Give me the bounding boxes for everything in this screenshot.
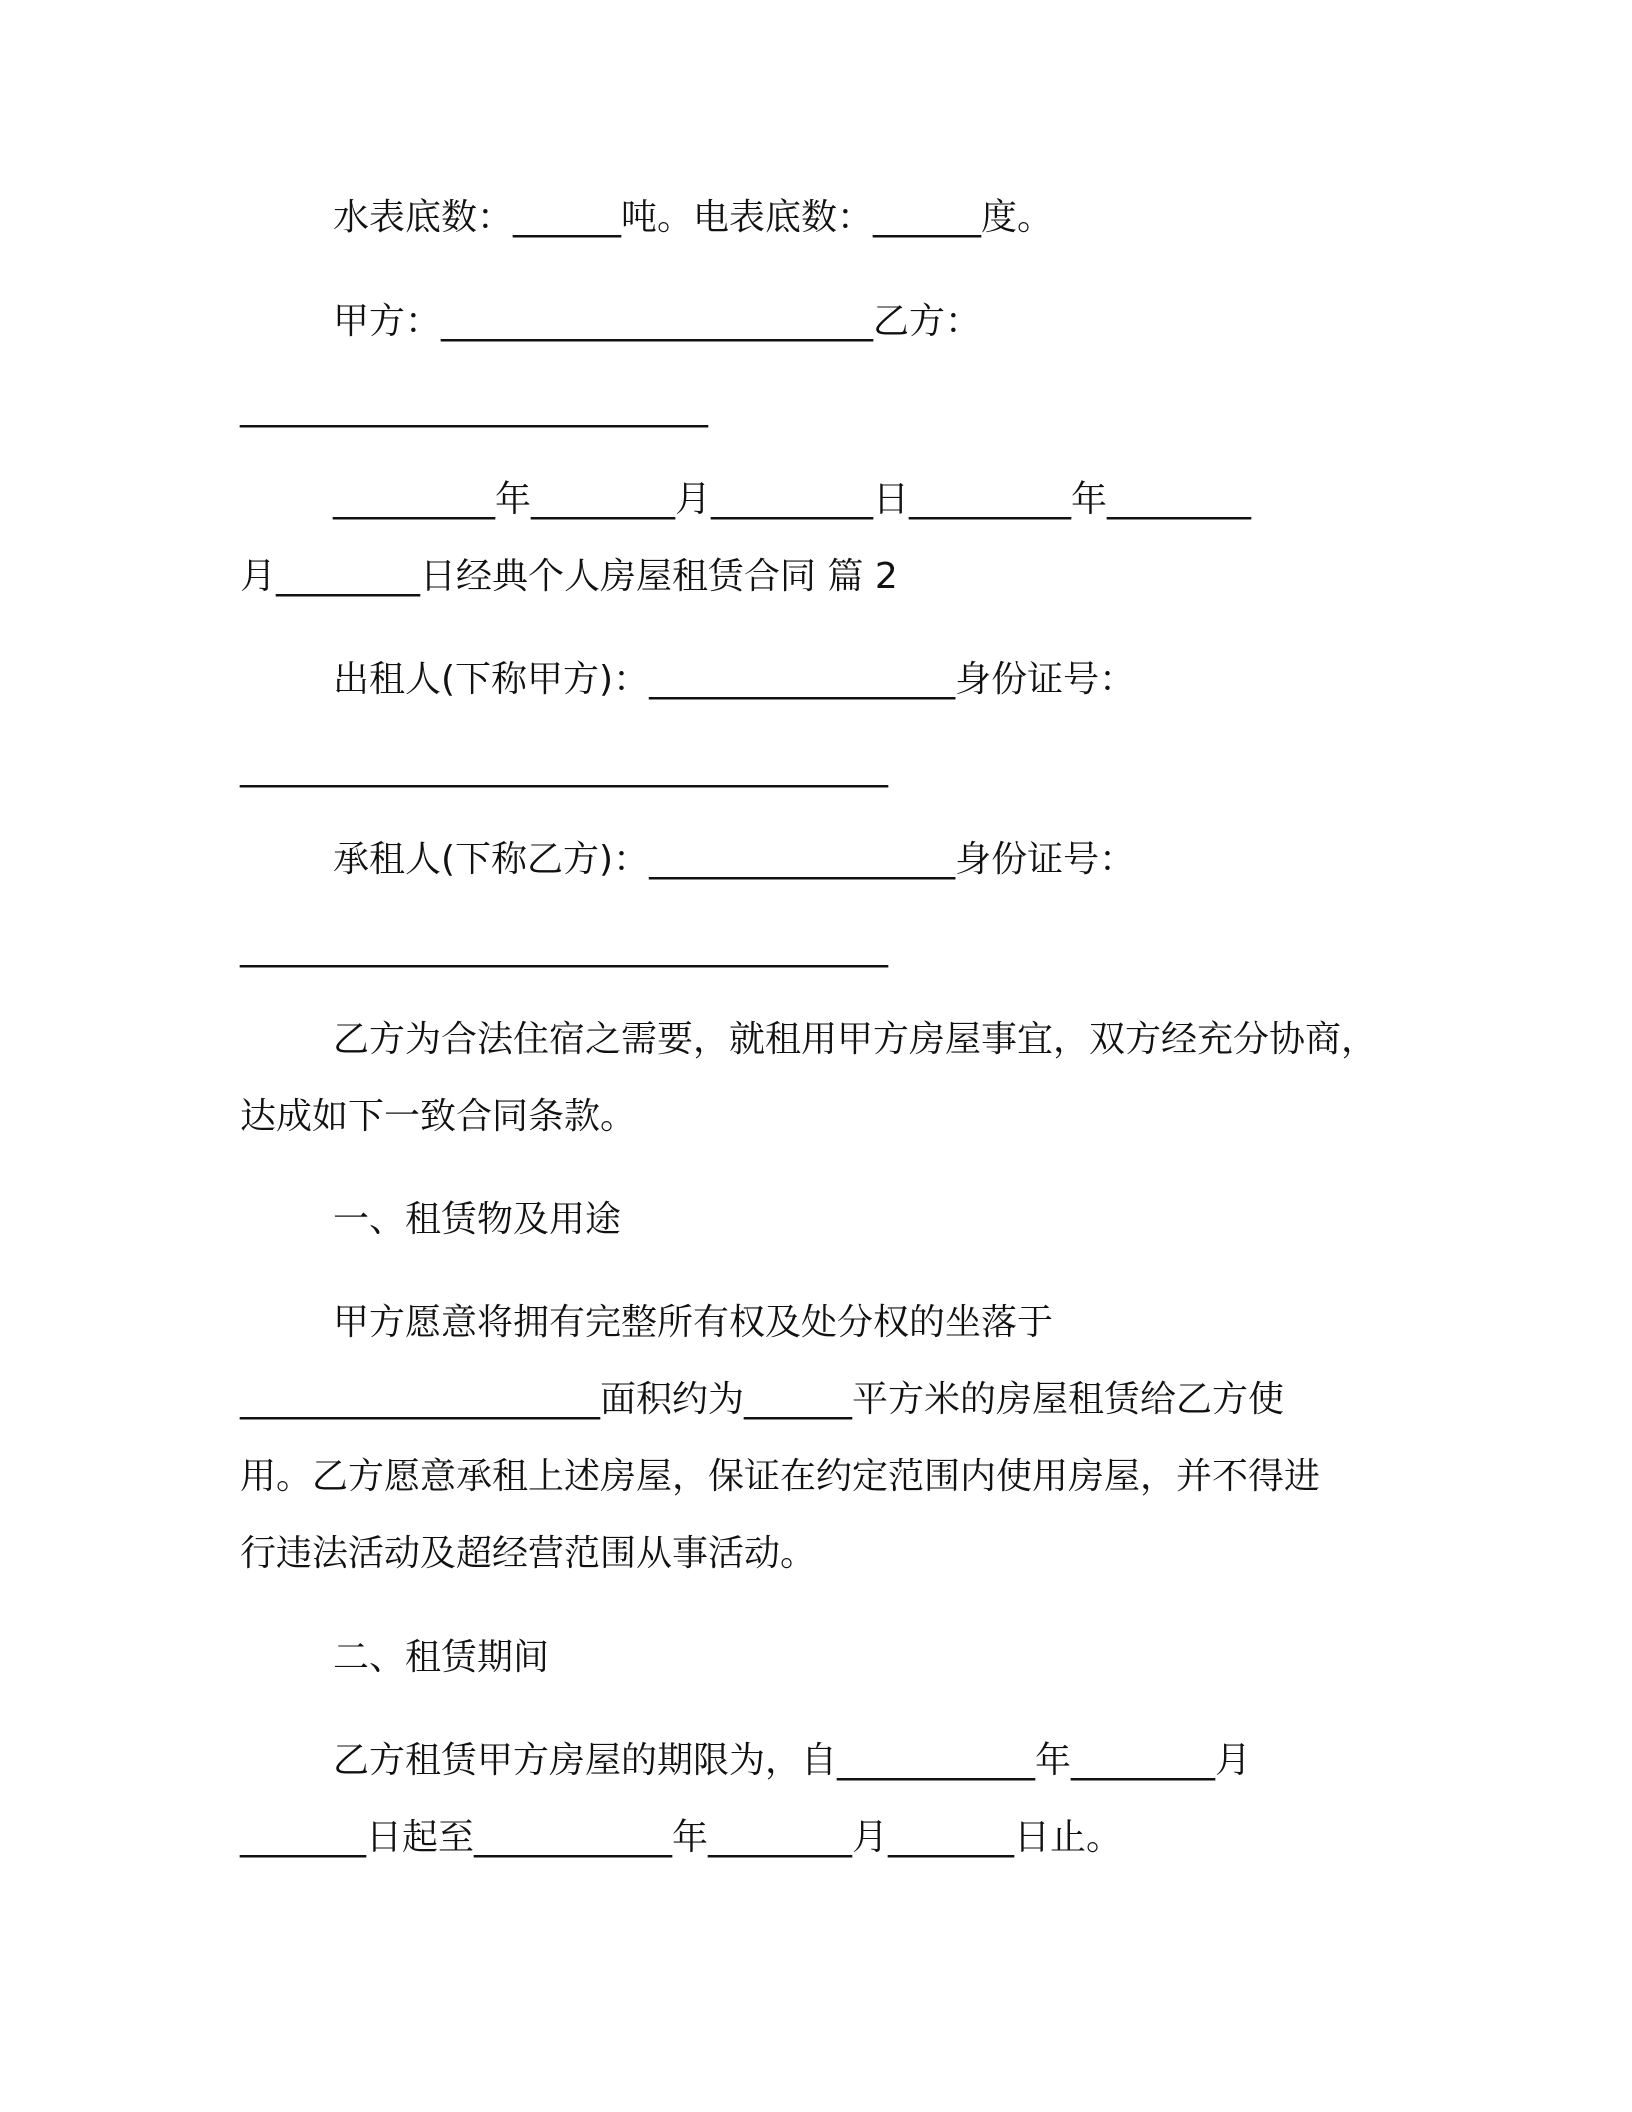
section-1-paragraph-l4: 行违法活动及超经营范围从事活动。 [240,1533,817,1574]
section-2-paragraph: 乙方租赁甲方房屋的期限为，自___________年________月 [333,1740,1252,1781]
date-line-continued: 月________日经典个人房屋租赁合同 篇 2 [240,556,898,597]
section-heading-2: 二、租赁期间 [333,1637,550,1678]
lessor-line: 出租人(下称甲方)：_________________身份证号： [333,659,1136,700]
meter-readings-line: 水表底数：______吨。电表底数：______度。 [333,197,1054,238]
section-1-paragraph: 甲方愿意将拥有完整所有权及处分权的坐落于 [333,1302,1054,1343]
party-signature-line: 甲方：________________________乙方： [333,301,982,342]
lessee-id-blank: ____________________________________ [240,927,888,968]
section-heading-1: 一、租赁物及用途 [333,1199,622,1240]
blank-line: __________________________ [240,387,708,428]
date-line: _________年________月_________日_________年________ [333,479,1251,520]
lessee-line: 承租人(下称乙方)：_________________身份证号： [333,839,1136,880]
lessor-id-blank: ____________________________________ [240,747,888,788]
preamble-paragraph: 乙方为合法住宿之需要，就租用甲方房屋事宜，双方经充分协商， [333,1019,1378,1060]
section-2-paragraph-l2: _______日起至___________年________月_______日止。 [240,1817,1123,1858]
preamble-paragraph-cont: 达成如下一致合同条款。 [240,1096,637,1137]
section-1-paragraph-l3: 用。乙方愿意承租上述房屋，保证在约定范围内使用房屋，并不得进 [240,1456,1321,1497]
section-1-paragraph-l2: ____________________面积约为______平方米的房屋租赁给乙方使 [240,1379,1285,1420]
